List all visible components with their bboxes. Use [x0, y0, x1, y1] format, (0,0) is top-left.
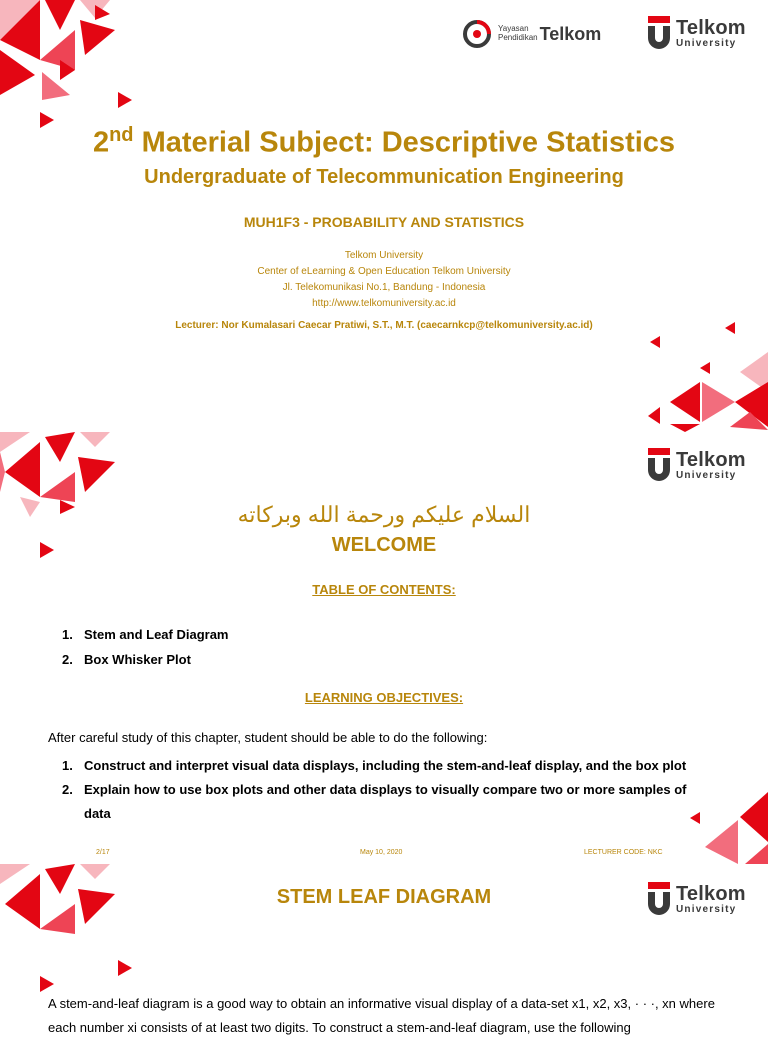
logo-yayasan-line2: Pendidikan: [498, 33, 538, 42]
welcome-heading: WELCOME: [331, 534, 437, 556]
toc-item-text: Stem and Leaf Diagram: [84, 627, 229, 642]
info-line: Center of eLearning & Open Education Telkom University: [257, 266, 511, 277]
logo-telkom-name: Telkom: [676, 448, 746, 471]
list-number: 1.: [62, 627, 73, 642]
stem-leaf-heading: STEM LEAF DIAGRAM: [276, 886, 492, 908]
yayasan-logo-icon: [462, 19, 492, 49]
lecturer-info: Lecturer: Nor Kumalasari Caecar Pratiwi, S.T., M.T. (caecarnkcp@telkomuniversity.ac.id): [175, 320, 593, 331]
toc-heading: TABLE OF CONTENTS:: [312, 582, 456, 597]
title-number: 2: [92, 126, 110, 159]
arabic-greeting: السلام عليكم ورحمة الله وبركاته: [237, 502, 531, 527]
list-item: [62, 754, 714, 778]
logo-university-label: University: [676, 903, 737, 915]
yayasan-pendidikan-telkom-logo: [462, 14, 601, 54]
footer-lecturer-code: LECTURER CODE: NKC: [584, 849, 663, 856]
telkom-university-shield-icon: [648, 16, 670, 50]
footer-date: May 10, 2020: [360, 849, 403, 856]
logo-telkom-name: Telkom: [676, 882, 746, 905]
info-line: Jl. Telekomunikasi No.1, Bandung - Indonesia: [282, 282, 486, 293]
objective-text: Explain how to use box plots and other data displays to visually compare two or more samples of data: [84, 782, 687, 821]
slide-title: [0, 124, 768, 160]
list-item: [62, 651, 229, 676]
telkom-university-logo: [648, 448, 746, 482]
telkom-university-logo: [648, 16, 746, 50]
title-superscript: nd: [109, 124, 134, 146]
objectives-list: [62, 754, 714, 826]
triangle-pattern-top-left: [0, 0, 140, 140]
list-number: 2.: [62, 652, 73, 667]
learning-objectives-heading: LEARNING OBJECTIVES:: [304, 690, 464, 705]
list-number: 1.: [62, 758, 73, 773]
logo-yayasan-telkom: Telkom: [539, 23, 602, 44]
toc-item-text: Box Whisker Plot: [84, 652, 191, 667]
toc-list: [62, 626, 229, 676]
logo-yayasan-line1: Yayasan: [498, 24, 529, 34]
triangle-pattern-top-left: [0, 864, 140, 994]
logo-university-label: University: [676, 37, 737, 49]
logo-university-label: University: [676, 469, 737, 481]
footer-page-number: 2/17: [96, 849, 110, 856]
logo-telkom-name: Telkom: [676, 16, 746, 39]
stem-leaf-paragraph: A stem-and-leaf diagram is a good way to obtain an informative visual display of a data-set x1, x2, x3, · · ·, xn where each number xi consists of at least two digits. To construct a stem-and-leaf diagram, use the following: [48, 996, 715, 1035]
info-link[interactable]: http://www.telkomuniversity.ac.id: [312, 298, 456, 309]
info-line: Telkom University: [344, 250, 424, 261]
list-item: [62, 626, 229, 651]
slide-subtitle: Undergraduate of Telecommunication Engineering: [144, 166, 624, 188]
objective-text: Construct and interpret visual data displays, including the stem-and-leaf display, and the box plot: [84, 758, 687, 773]
objectives-intro: After careful study of this chapter, student should be able to do the following:: [48, 730, 488, 745]
telkom-university-shield-icon: [648, 448, 670, 482]
list-number: 2.: [62, 782, 73, 797]
title-slide: [0, 0, 768, 432]
institution-info: [0, 248, 768, 312]
course-code: MUH1F3 - PROBABILITY AND STATISTICS: [243, 214, 525, 230]
title-text: Material Subject: Descriptive Statistics: [141, 126, 676, 159]
list-item: [62, 778, 714, 826]
